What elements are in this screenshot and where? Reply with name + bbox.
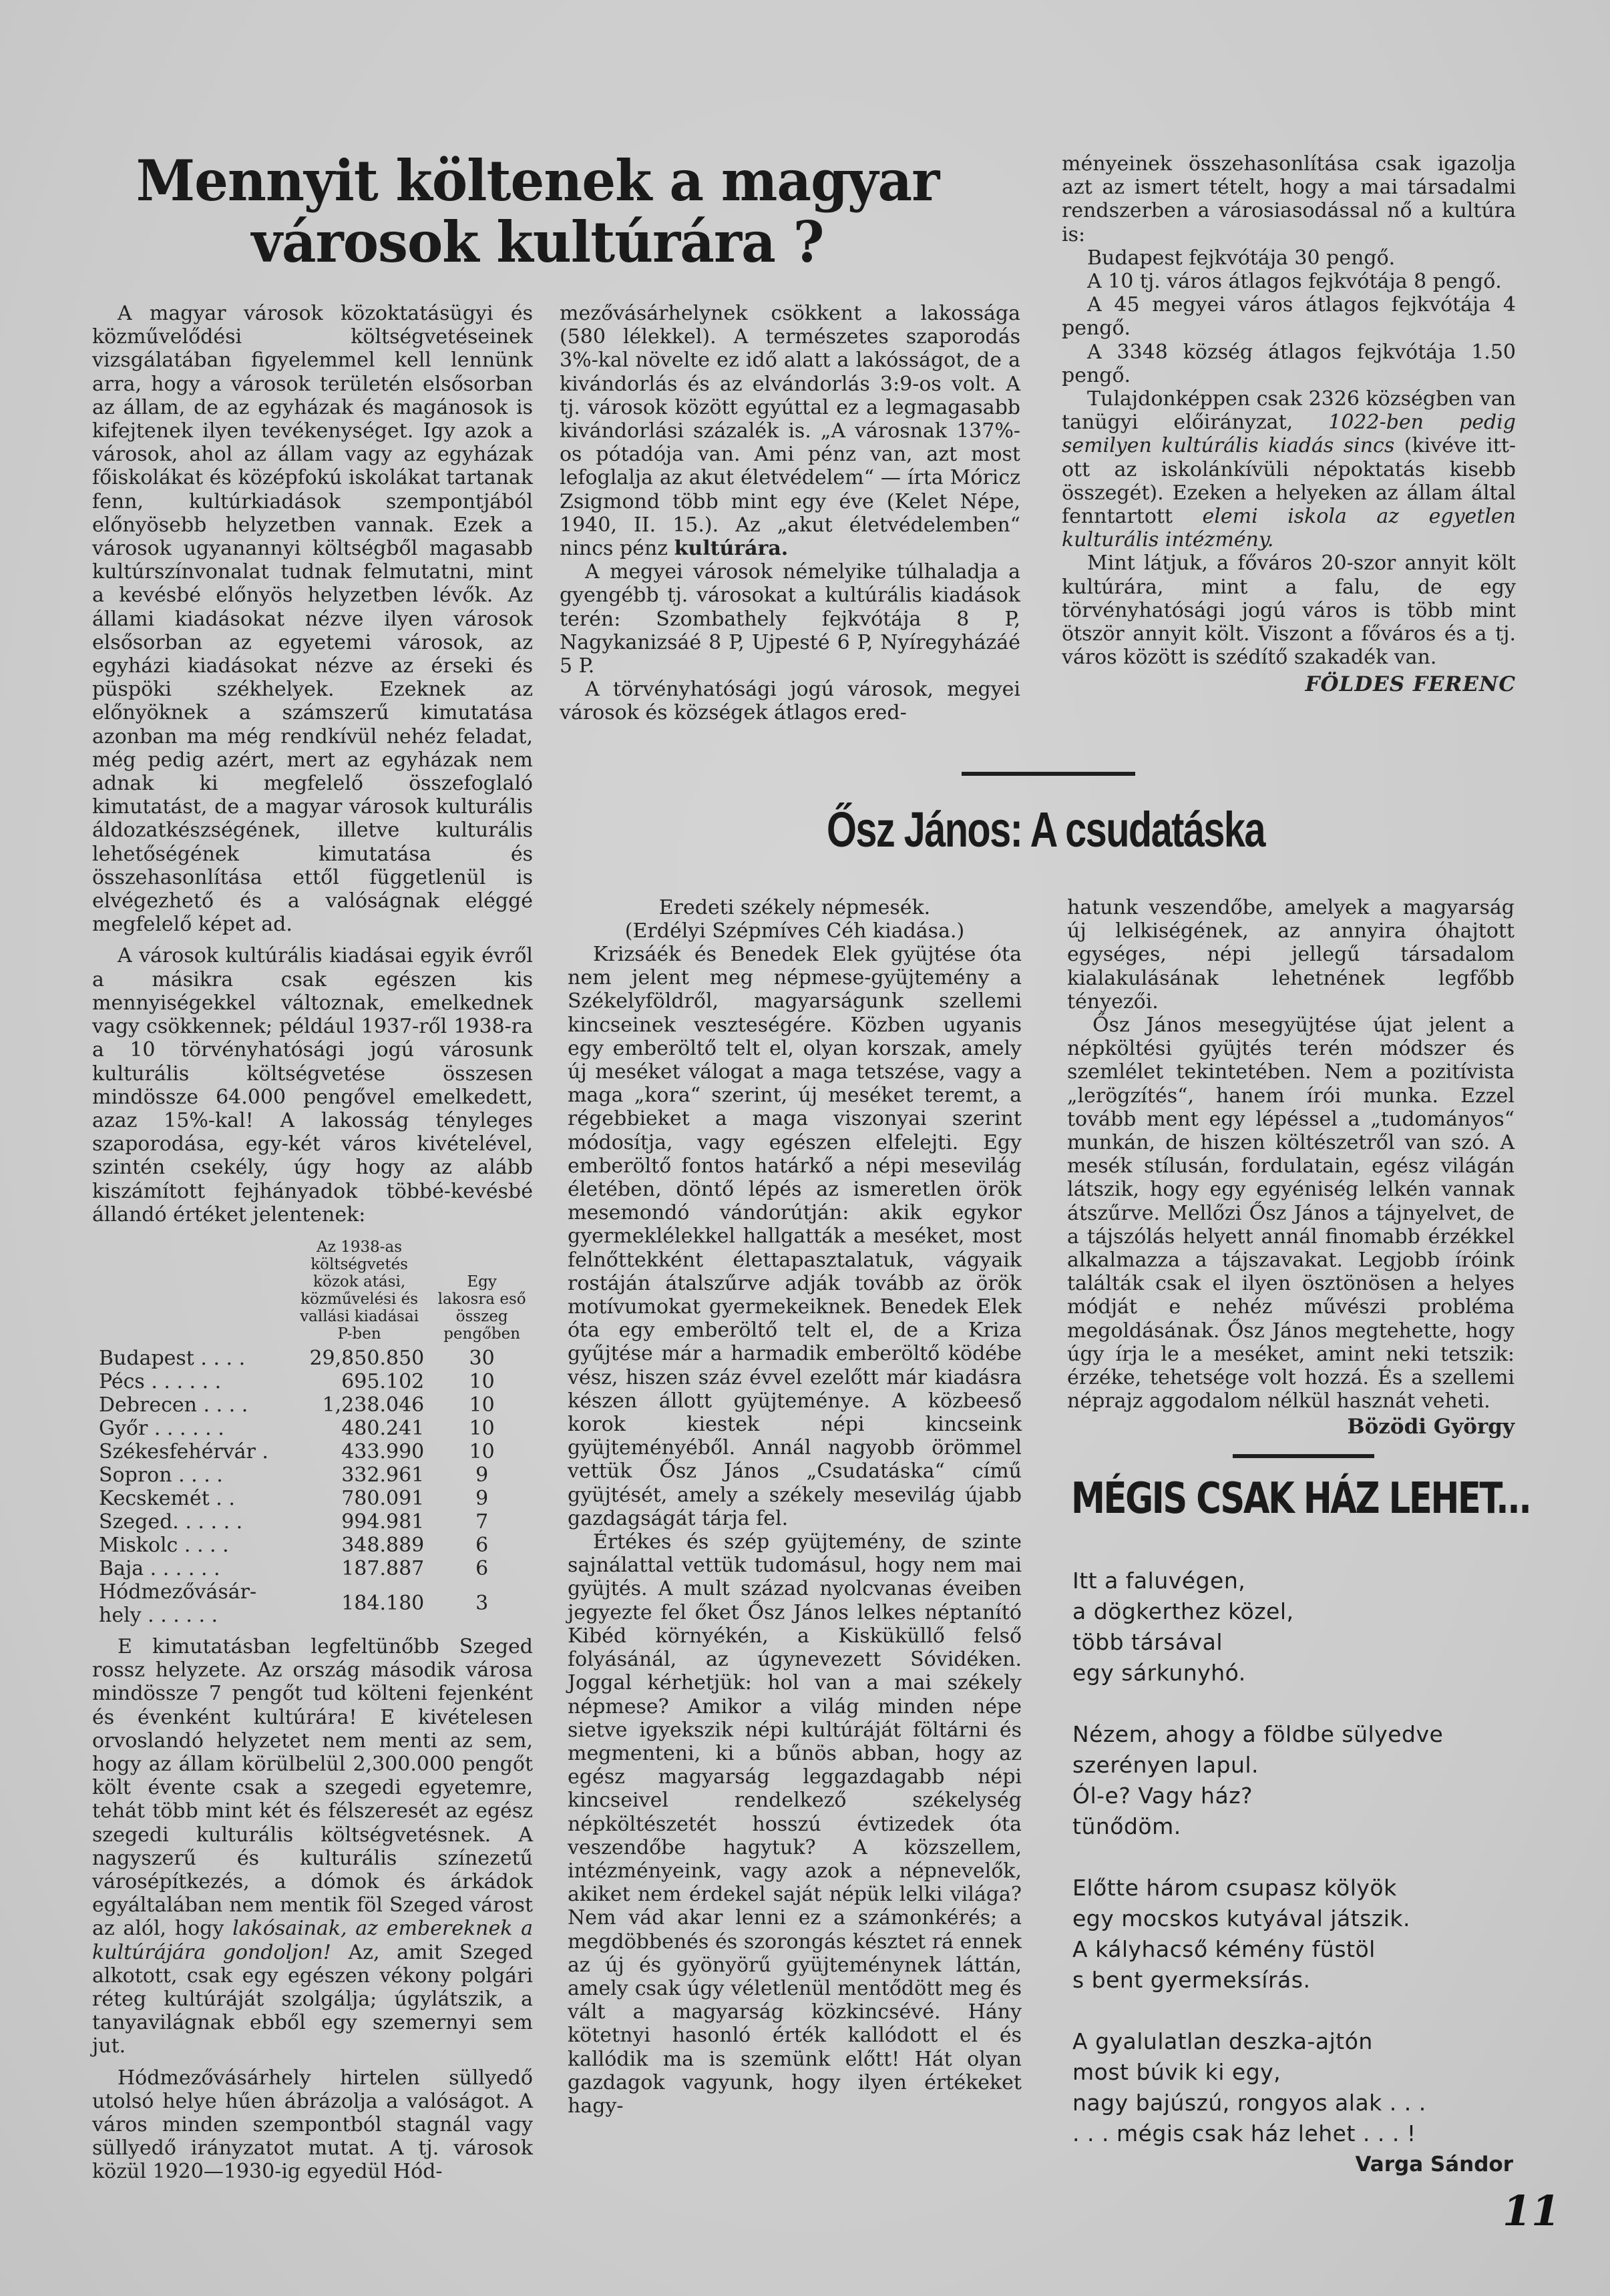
table-cell-amount: 348.889 xyxy=(341,1533,425,1557)
text: Az, amit Szeged alkotott, csak egy egészen vékony polgári réteg kultúráját szolgálja; úgylátszik, a tanyavilágnak ebből egy szemernyi sem jut. xyxy=(92,1940,533,2058)
poem-stanza xyxy=(1072,1566,1540,1688)
table-cell-per-capita: 7 xyxy=(475,1510,489,1534)
paragraph: hatunk veszendőbe, amelyek a magyarság új lelkiségének, az annyira óhajtott egységes, népi jellegű társadalom kialakulásának lehetnének legfőbb tényezői. xyxy=(1067,896,1515,1013)
table-cell-per-capita: 10 xyxy=(469,1439,495,1463)
table-cell-per-capita: 6 xyxy=(475,1533,489,1557)
table-cell-city: Pécs . . . . . . xyxy=(99,1369,222,1393)
italic-text: 1022-ben pedig semilyen kultúrális kiadás sincs xyxy=(1062,411,1516,458)
table-cell-per-capita: 3 xyxy=(475,1592,489,1616)
table-cell-city: Hódmezővásár-hely . . . . . . xyxy=(99,1580,257,1627)
paragraph: Értékes és szép gyüjtemény, de szinte sajnálattal vettük tudomásul, hogy nem mai gyüjtés. A mult század nyolcvanas éveiben jegyezte fel őket Ősz János lelkes néptanító Kibéd környékén, a Kisküküllő felső folyásánál, az úgynevezett Sóvidéken. Joggal kérhetjük: hol van a mai székely népmese? Amikor a világ minden népe sietve igyekszik népi kultúráját föltárni és megmenteni, ki a bűnös abban, hogy az egész magyarság leggazdagabb népi kincseivel rendelkező székelység népköltészetét hosszú évtizedek óta veszendőbe hagytuk? A közszellem, intézményeink, vagy azok a népnevelők, akiket nem érdekel saját népük lelki világa? Nem vád akar lenni ez a számonkérés; a megdöbbenés és szorongás késztet rá ennek az új és gyönyörű gyüjteménynek láttán, amely csak úgy véletlenül mentődött meg és vált a magyarság közkincsévé. Hány kötetnyi hasonló érték kallódott el és kallódik ma is szemünk előtt! Hát olyan gazdagok vagyunk, hogy ilyen értékeket hagy- xyxy=(568,1530,1022,2118)
table-row xyxy=(99,1417,533,1440)
poem-line: a dögkerthez közel, xyxy=(1072,1598,1294,1624)
table-header-per-capita: Egy lakosra eső összeg pengőben xyxy=(437,1273,526,1343)
table-cell-amount: 29,850.850 xyxy=(309,1346,425,1370)
poem-line: s bent gyermeksírás. xyxy=(1072,1967,1311,1993)
table-cell-city: Kecskemét . . xyxy=(99,1486,235,1510)
poem-line: Ól-e? Vagy ház? xyxy=(1072,1783,1253,1809)
table-cell-per-capita: 30 xyxy=(469,1346,495,1370)
table-cell-city: Székesfehérvár . xyxy=(99,1439,268,1463)
table-cell-per-capita: 6 xyxy=(475,1556,489,1580)
author-signature: FÖLDES FERENC xyxy=(1305,672,1516,697)
table-cell-per-capita: 10 xyxy=(469,1416,495,1440)
paragraph: A magyar városok közoktatásügyi és közművelődési költségvetéseinek vizsgálatában figyelemmel kell lennünk arra, hogy a városok területén elsősorban az állam, de az egyházak és magánosok is kifejtenek ilyen tevékenységet. Igy azok a városok, ahol az állam vagy az egyházak főiskolákat és középfokú iskolákat tartanak fenn, kultúrkiadások szempontjából előnyösebb helyzetben vannak. Ezek a városok ugyanannyi költségből magasabb kultúrszínvonalat tudnak felmutatni, mint a kevésbé előnyös helyzetben lévők. Az állami kiadásokat nézve ilyen városok elsősorban az egyetemi városok, az egyházi kiadásokat nézve az érseki és püspöki székhelyek. Ezeknek az előnyöknek a számszerű kimutatása azonban ma még rendkívül nehéz feladat, még pedig azért, mert az egyházak nem adnak ki megfelelő összefoglaló kimutatást, de a magyar városok kulturális áldozatkészségének, illetve kulturális lehetőségének kimutatása és összehasonlítása ettől függetlenül is elvégezhető és a valóságnak eléggé megfelelő képet ad. xyxy=(92,302,533,937)
table-cell-amount: 480.241 xyxy=(341,1416,425,1440)
poem-title: MÉGIS CSAK HÁZ LEHET... xyxy=(1071,1474,1531,1524)
table-cell-amount: 994.981 xyxy=(341,1510,425,1534)
table-row xyxy=(99,1510,533,1534)
bold-text: kultúrára. xyxy=(674,537,789,561)
poem-line: szerényen lapul. xyxy=(1072,1752,1259,1778)
paragraph: A városok kultúrális kiadásai egyik évről a másikra csak egészen kis mennyiségekkel változnak, emelkednek vagy csökkennek; például 1937-ről 1938-ra a 10 törvényhatósági jogú városunk kulturális költségvetése összesen mindössze 64.000 pengővel emelkedett, azaz 15%-kal! A lakosság tényleges szaporodása, egy-két város kivételével, szintén csekély, úgy hogy az alább kiszámított fejhányadok többé-kevésbé állandó értéket jelentenek: xyxy=(92,944,533,1226)
author-signature: Bözödi György xyxy=(1347,1415,1515,1439)
paragraph: Hódmezővásárhely hirtelen süllyedő utolsó helye hűen ábrázolja a valóságot. A város minden szempontból stagnál vagy süllyedő irányzatot mutat. A tj. városok közül 1920—1930-ig egyedül Hód- xyxy=(92,2066,533,2184)
poem-stanza xyxy=(1072,1719,1540,1842)
table-cell-amount: 184.180 xyxy=(341,1592,425,1616)
paragraph: Krizsáék és Benedek Elek gyüjtése óta nem jelent meg népmese-gyüjtemény a Székelyföldről, magyarságunk szellemi kincseinek veszteségére. Közben ugyanis egy emberöltő telt el, olyan korszak, amely új meséket válogat a maga tetszése, vagy a maga „kora“ szerint, új meséket teremt, a régebbieket a maga viszonyai szerint módosítja, vagy egészen elfelejti. Egy emberöltő fontos határkő a népi mesevilág életében, döntő lépés az ismeretlen örök mesemondó vándorútján: akik egykor gyermeklélekkel hallgatták a meséket, most felnőttekként élettapasztalatuk, vágyaik rostáján átalszűrve adják tovább az örök motívumokat gyermekeiknek. Benedek Elek óta egy emberöltő telt el, de a Kriza gyűjtése már a harmadik emberöltő ködébe vész, hiszen száz évvel ezelőtt már kiadásra készen állott gyüjteménye. A közbeeső korok kiestek népi kincseink gyüjteményéből. Annál nagyobb örömmel vettük Ősz János „Csudatáska“ című gyüjtését, amely a székely mesevilág újabb gazdagságát tárja fel. xyxy=(568,943,1022,1530)
table-cell-amount: 1,238.046 xyxy=(322,1393,425,1417)
poem-stanza xyxy=(1072,2026,1540,2149)
text: mezővásárhelynek csökkent a lakossága (580 lélekkel). A természetes szaporodás 3%-kal növelte ez idő alatt a lakósságot, de a kivándorlás és az elvándorlás 3:9-os volt. A tj. városok között egyúttal ez a legmagasabb kivándorlási százalék is. „A városnak 137%-os pótadója van. Ami pénz van, azt most lefoglalja az akut életvédelem“ — írta Móricz Zsigmond több mint egy éve (Kelet Népe, 1940, II. 15.). Az „akut életvédelemben“ nincs pénz xyxy=(560,302,1020,561)
paragraph xyxy=(1062,387,1516,551)
table-cell-amount: 332.961 xyxy=(341,1463,425,1487)
poem-line: A kályhacső kémény füstöl xyxy=(1072,1936,1376,1962)
review-column-right xyxy=(1067,896,1515,1439)
table-cell-city: Győr . . . . . . xyxy=(99,1416,224,1440)
table-cell-per-capita: 9 xyxy=(475,1463,489,1487)
stat-line: A 3348 község átlagos fejkvótája 1.50 pengő. xyxy=(1062,340,1516,387)
section-divider xyxy=(1233,1454,1374,1458)
stat-line: A 10 tj. város átlagos fejkvótája 8 pengő. xyxy=(1087,270,1502,294)
subtitle-line: (Erdélyi Szépmíves Céh kiadása.) xyxy=(624,919,965,943)
paragraph xyxy=(560,302,1020,560)
poem-line: Itt a faluvégen, xyxy=(1072,1568,1246,1594)
table-cell-per-capita: 10 xyxy=(469,1369,495,1393)
poem-line: egy mocskos kutyával játszik. xyxy=(1072,1905,1410,1931)
italic-text: elemi iskola az egyetlen kulturális intézmény. xyxy=(1062,505,1516,552)
page-number: 11 xyxy=(1502,2187,1561,2235)
paragraph xyxy=(92,1635,533,2058)
review-column-left xyxy=(568,896,1022,2118)
poem-line: nagy bajúszú, rongyos alak . . . xyxy=(1072,2090,1426,2116)
poem-stanza xyxy=(1072,1873,1540,1996)
poem-line: tünődöm. xyxy=(1072,1813,1181,1839)
poem-body xyxy=(1072,1566,1540,2180)
table-row xyxy=(99,1347,533,1370)
table-row xyxy=(99,1580,533,1627)
paragraph: A törvényhatósági jogú városok, megyei városok és községek átlagos ered- xyxy=(560,678,1020,725)
table-cell-city: Budapest . . . . xyxy=(99,1346,246,1370)
paragraph: Mint látjuk, a főváros 20-szor annyit költ kultúrára, mint a falu, de egy törvényhatósági jogú város is több mint ötször annyit költ. Viszont a főváros és a tj. város között is szédítő szakadék van. xyxy=(1062,551,1516,670)
poem-line: most búvik ki egy, xyxy=(1072,2059,1281,2085)
paragraph: Ősz János mesegyüjtése újat jelent a népköltési gyüjtés terén módszer és szemlélet tekintetében. Nem a pozitívista „lerögzítés“, hanem írói munka. Ezzel tovább ment egy lépéssel a „tudományos“ munkán, de hiszen költészetről van szó. A mesék stílusán, fordulatain, egész világán látszik, hogy egy egyéniség lelkén vannak átszűrve. Mellőzi Ősz János a tájnyelvet, de a tájszólás helyett annál finomabb érzékkel alkalmazza a tájszavakat. Legjobb íróink találták csak el ilyen ösztönösen a helyes módját e nehéz művészi probléma megoldásának. Ősz János megtehette, hogy úgy írja le a meséket, amint neki tetszik: érzéke, tehetsége volt hozzá. És a szellemi néprajz aggodalom nélkül hasznát veheti. xyxy=(1067,1013,1515,1413)
poem-line: több társával xyxy=(1072,1629,1223,1655)
review-title: Ősz János: A csudatáska xyxy=(827,802,1265,857)
table-row xyxy=(99,1440,533,1463)
poem-line: Előtte három csupasz kölyök xyxy=(1072,1875,1397,1901)
article1-column-2 xyxy=(560,302,1020,725)
table-header-row xyxy=(99,1238,533,1347)
table-cell-per-capita: 10 xyxy=(469,1393,495,1417)
table-cell-amount: 433.990 xyxy=(341,1439,425,1463)
table-header-amount: Az 1938-as költségvetés közok atási, közművelési és vallási kiadásai P-ben xyxy=(300,1238,419,1343)
table-cell-city: Miskolc . . . . xyxy=(99,1533,229,1557)
poem-line: A gyalulatlan deszka-ajtón xyxy=(1072,2028,1373,2054)
table-cell-amount: 780.091 xyxy=(341,1486,425,1510)
poem-line: Nézem, ahogy a földbe sülyedve xyxy=(1072,1721,1444,1747)
table-row xyxy=(99,1487,533,1510)
article1-column-1 xyxy=(92,302,533,2184)
table-row xyxy=(99,1557,533,1580)
table-row xyxy=(99,1534,533,1557)
poem-author: Varga Sándor xyxy=(1355,2152,1513,2176)
poem-line: egy sárkunyhó. xyxy=(1072,1660,1246,1686)
text: E kimutatásban legfeltünőbb Szeged rossz helyzete. Az ország második városa mindössze 7 pengőt tud költeni fejenként és évenként kultúrára! E kivételesen orvoslandó helyzetet nem menti az sem, hogy az állam körülbelül 2,300.000 pengőt költ évente csak a szegedi egyetemre, tehát több mint két és félszeresét az egész szegedi kulturális költségvetésnek. A nagyszerű és kulturális színezetű városépítkezés, a dómok és árkádok egyáltalában nem mentik föl Szeged várost az alól, hogy xyxy=(92,1634,533,1941)
budget-table xyxy=(99,1238,533,1627)
table-row xyxy=(99,1370,533,1393)
text: Tulajdonképpen csak 2326 községben van tanügyi előirányzat, xyxy=(1062,387,1516,435)
table-cell-per-capita: 9 xyxy=(475,1486,489,1510)
article-title: Mennyit költenek a magyar városok kultúrára ? xyxy=(136,148,940,275)
table-row xyxy=(99,1463,533,1487)
table-cell-city: Szeged. . . . . . xyxy=(99,1510,243,1534)
table-cell-city: Baja . . . . . . xyxy=(99,1556,220,1580)
table-cell-amount: 187.887 xyxy=(341,1556,425,1580)
table-cell-city: Debrecen . . . . xyxy=(99,1393,248,1417)
paragraph: A megyei városok némelyike túlhaladja a gyengébb tj. városokat a kultúrális kiadások terén: Szombathely fejkvótája 8 P, Nagykanizsáé 8 P, Ujpesté 6 P, Nyíregyházáé 5 P. xyxy=(560,560,1020,678)
poem-line: . . . mégis csak ház lehet . . . ! xyxy=(1072,2120,1416,2146)
italic-text: lakósainak, az embereknek a kultúrájára gondoljon! xyxy=(92,1917,533,1964)
stat-line: Budapest fejkvótája 30 pengő. xyxy=(1087,246,1396,270)
table-cell-city: Sopron . . . . xyxy=(99,1463,223,1487)
section-divider xyxy=(962,772,1135,776)
article1-column-3 xyxy=(1062,152,1516,697)
stat-line: A 45 megyei város átlagos fejkvótája 4 pengő. xyxy=(1062,293,1516,340)
table-cell-amount: 695.102 xyxy=(341,1369,425,1393)
subtitle-line: Eredeti székely népmesék. xyxy=(658,896,931,919)
table-row xyxy=(99,1393,533,1417)
paragraph: ményeinek összehasonlítása csak igazolja azt az ismert tételt, hogy a mai társadalmi rendszerben a városiasodással nő a kultúra is: xyxy=(1062,152,1516,246)
table-header-city xyxy=(99,1238,288,1347)
text: (kivéve itt-ott az iskolánkívüli népoktatás kisebb összegét). Ezeken a helyeken az állam által fenntartott xyxy=(1062,434,1517,529)
